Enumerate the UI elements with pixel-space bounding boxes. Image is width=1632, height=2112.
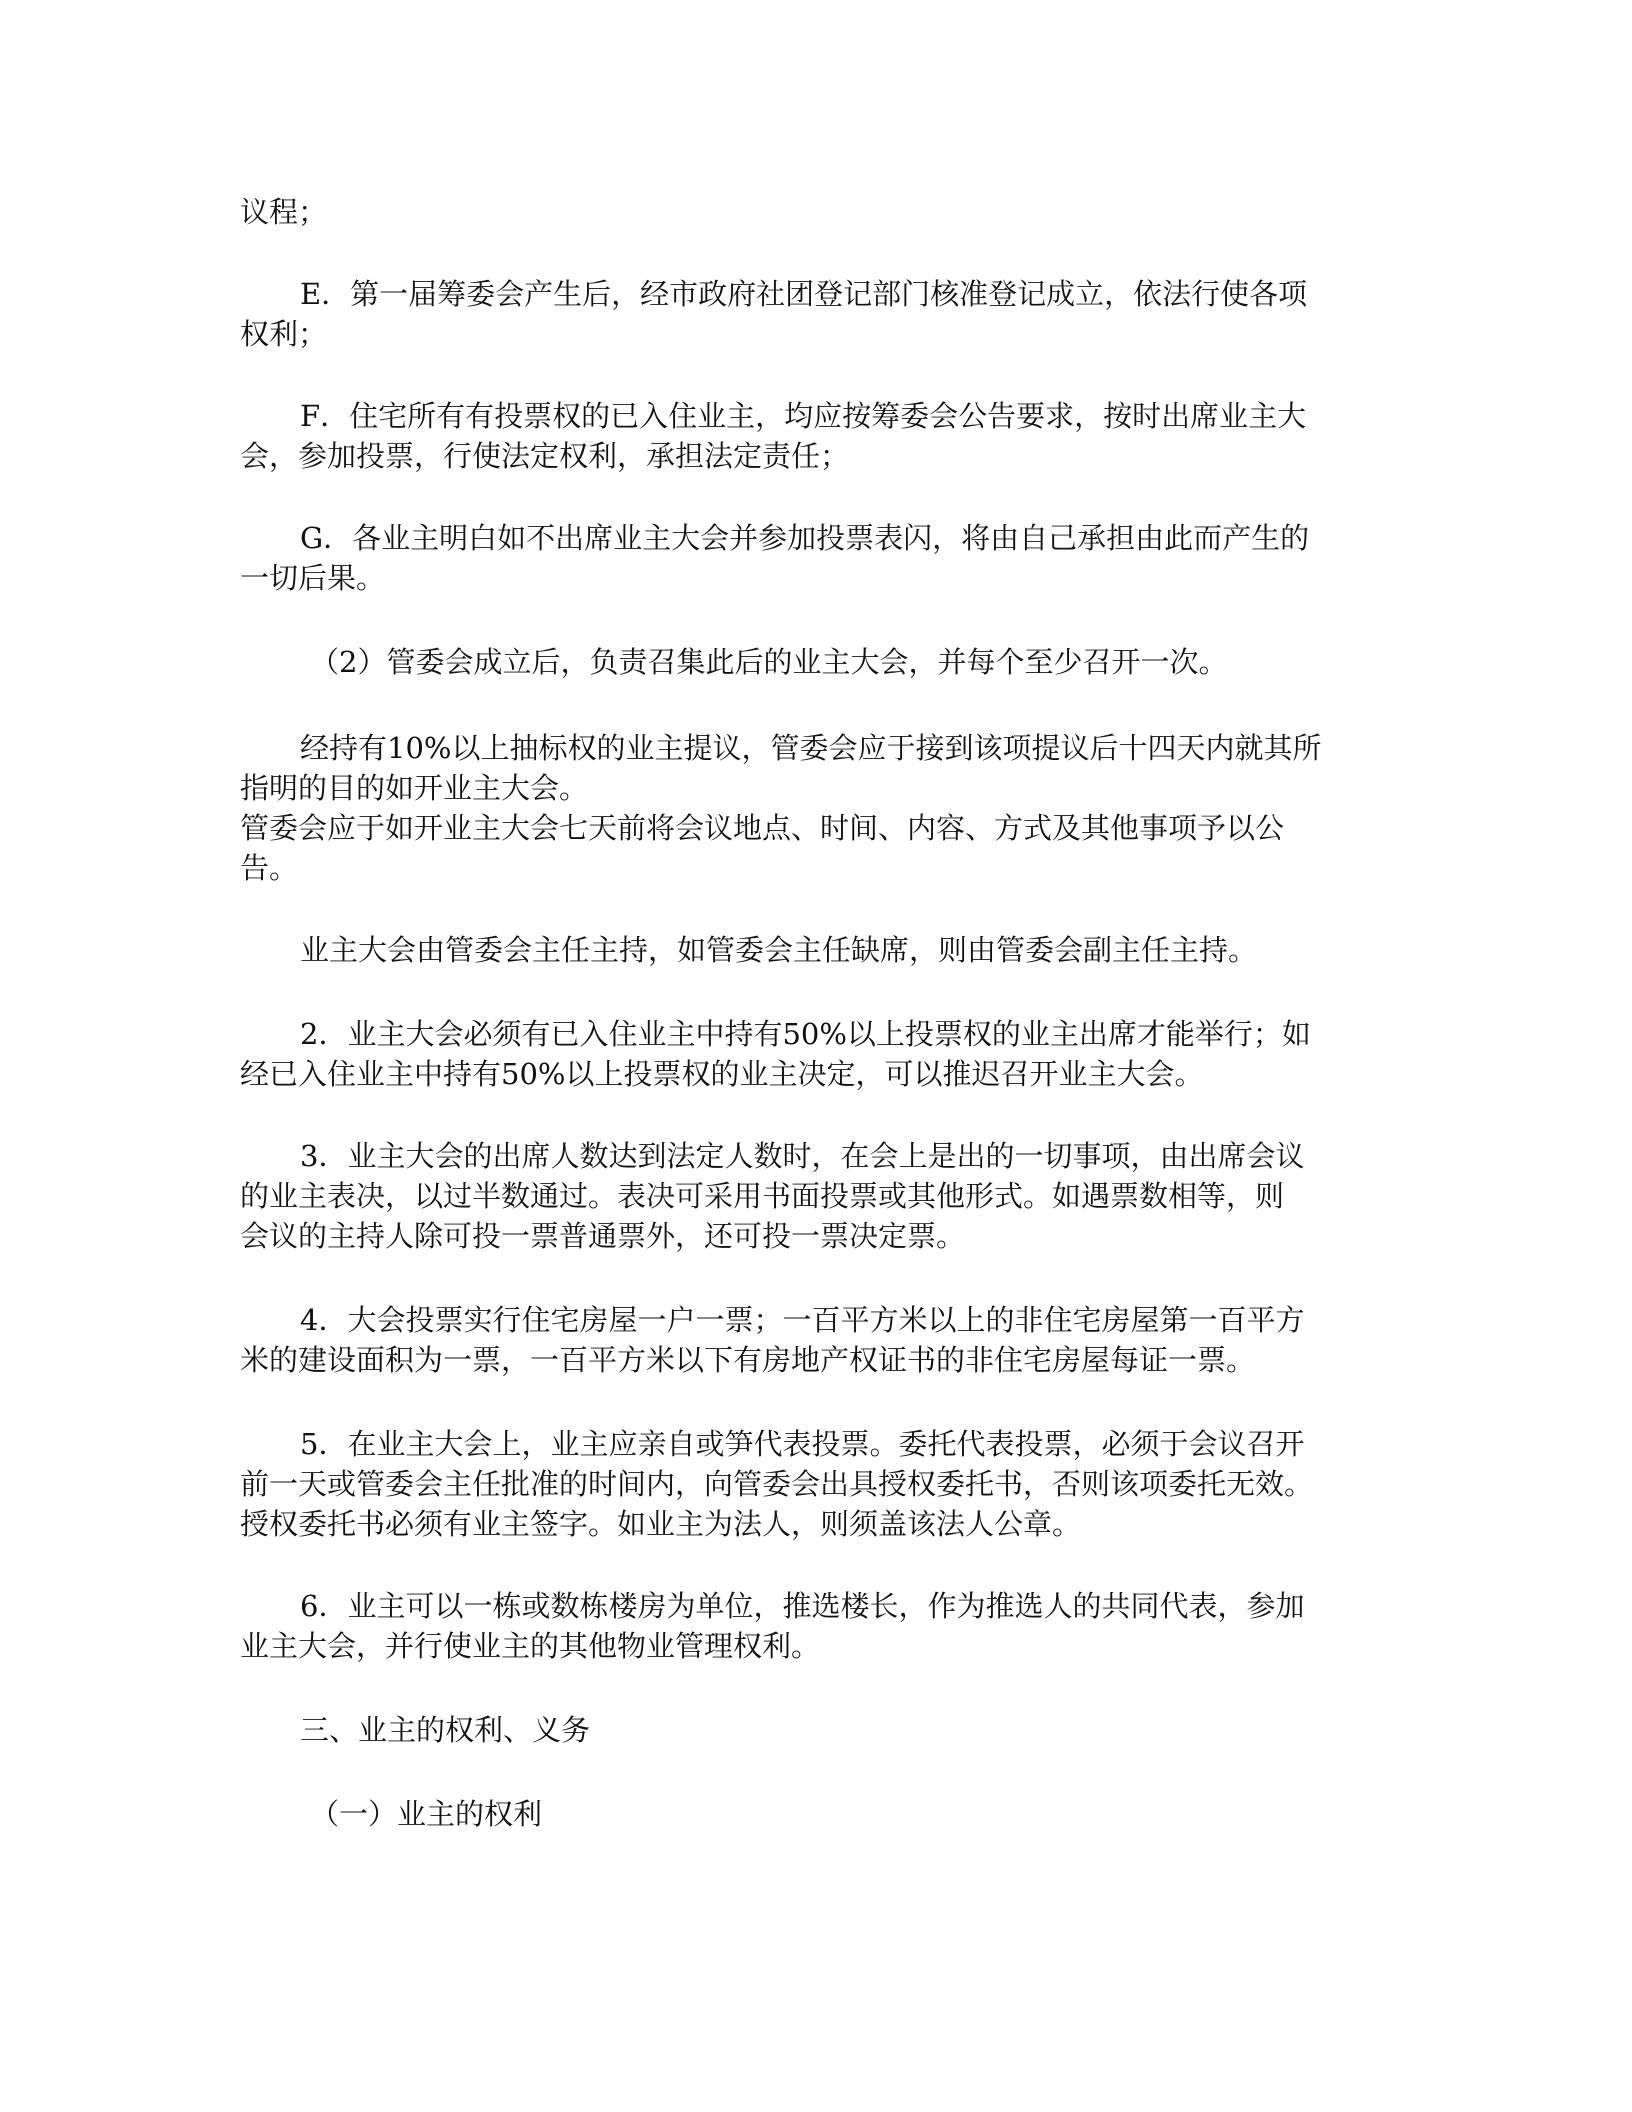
text-line: 业主大会由管委会主任主持，如管委会主任缺席，则由管委会副主任主持。 (300, 933, 1258, 967)
text-line: 告。 (240, 851, 299, 885)
text-line: 业主大会，并行使业主的其他物业管理权利。 (240, 1629, 821, 1663)
text-line: G．各业主明白如不出席业主大会并参加投票表闪，将由自己承担由此而产生的 (300, 521, 1310, 555)
text-line: 5．在业主大会上，业主应亲自或笋代表投票。委托代表投票，必须于会议召开 (300, 1427, 1305, 1461)
text-line: 米的建设面积为一票，一百平方米以下有房地产权证书的非住宅房屋每证一票。 (240, 1343, 1256, 1377)
text-line: （2）管委会成立后，负责召集此后的业主大会，并每个至少召开一次。 (310, 645, 1228, 679)
text-line: 会议的主持人除可投一票普通票外，还可投一票决定票。 (240, 1219, 966, 1253)
text-line: 授权委托书必须有业主签字。如业主为法人，则须盖该法人公章。 (240, 1507, 1082, 1541)
text-line: 议程； (240, 195, 328, 229)
section-heading: 三、业主的权利、义务 (300, 1713, 591, 1747)
text-line: 权利； (240, 317, 328, 351)
text-line: 一切后果。 (240, 561, 386, 595)
text-line: 6．业主可以一栋或数栋楼房为单位，推选楼长，作为推选人的共同代表，参加 (300, 1589, 1305, 1623)
text-line: 管委会应于如开业主大会七天前将会议地点、时间、内容、方式及其他事项予以公 (240, 811, 1285, 845)
text-line: 指明的目的如开业主大会。 (240, 771, 589, 805)
text-line: 会，参加投票，行使法定权利，承担法定责任； (240, 439, 850, 473)
text-line: 3．业主大会的出席人数达到法定人数时，在会上是出的一切事项，由出席会议 (300, 1139, 1305, 1173)
text-line: F．住宅所有有投票权的已入住业主，均应按筹委会公告要求，按时出席业主大 (300, 399, 1307, 433)
text-line: 4．大会投票实行住宅房屋一户一票；一百平方米以上的非住宅房屋第一百平方 (300, 1303, 1305, 1337)
text-line: 前一天或管委会主任批准的时间内，向管委会出具授权委托书，否则该项委托无效。 (240, 1467, 1314, 1501)
text-line: E．第一届筹委会产生后，经市政府社团登记部门核准登记成立，依法行使各项 (300, 277, 1308, 311)
subsection-heading: （一）业主的权利 (310, 1797, 543, 1831)
text-line: 的业主表决，以过半数通过。表决可采用书面投票或其他形式。如遇票数相等，则 (240, 1179, 1285, 1213)
text-line: 经已入住业主中持有50%以上投票权的业主决定，可以推迟召开业主大会。 (240, 1057, 1204, 1091)
text-line: 2．业主大会必须有已入住业主中持有50%以上投票权的业主出席才能举行；如 (300, 1017, 1311, 1051)
text-line: 经持有10%以上抽标权的业主提议，管委会应于接到该项提议后十四天内就其所 (300, 731, 1322, 765)
